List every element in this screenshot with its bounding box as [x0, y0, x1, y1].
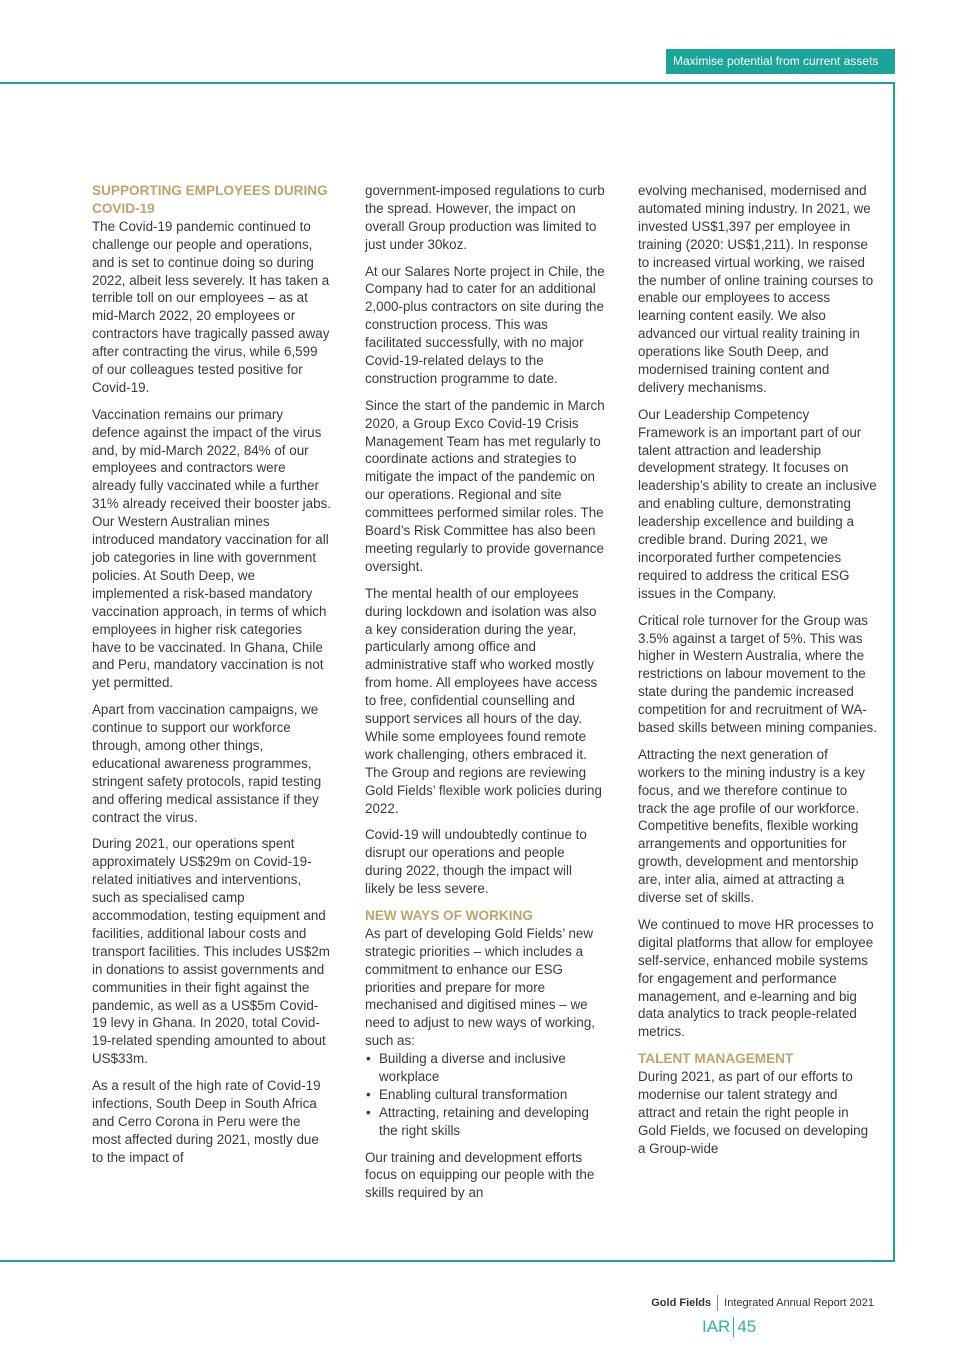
footer-report-name: Integrated Annual Report 2021 [724, 1297, 874, 1309]
footer-page-divider [733, 1317, 734, 1337]
paragraph: Our training and development efforts focus on equipping our people with the skills required by an [365, 1149, 595, 1201]
text-column-2 [365, 182, 605, 1211]
list-item: • Enabling cultural transformation [365, 1086, 605, 1104]
paragraph: As part of developing Gold Fields’ new strategic priorities – which includes a commitment to enhance our ESG priorities and prepare for more mechanised and digitised mines – we need to adjust to new ways of working, such as: [365, 925, 596, 1049]
paragraph: Since the start of the pandemic in March 2020, a Group Exco Covid-19 Crisis Management Team has met regularly to coordinate actions and strategies to mitigate the impact of the pandemic on our operations. Regional and site committees performed similar roles. The Board’s Risk Committee has also been meeting regularly to provide governance oversight. [365, 397, 605, 574]
text-column-1 [92, 182, 332, 1175]
paragraph: The Covid-19 pandemic continued to challenge our people and operations, and is set to continue doing so during 2022, albeit less severely. It has taken a terrible toll on our employees – as at mid-March 2022, 20 employees or contractors have tragically passed away after contracting the virus, while 6,599 of our colleagues tested positive for Covid-19. [92, 218, 330, 395]
section-heading: NEW WAYS OF WORKING [365, 907, 533, 923]
section-heading: TALENT MANAGEMENT [638, 1051, 794, 1067]
footer-report-title [651, 1295, 874, 1311]
footer-page-number [702, 1317, 756, 1337]
paragraph: The mental health of our employees during lockdown and isolation was also a key consideration during the year, particularly among office and administrative staff who worked mostly from home. All employees have access to free, confidential counselling and support services all hours of the day. While some employees found remote work challenging, others embraced it. The Group and regions are reviewing Gold Fields’ flexible work policies during 2022. [365, 585, 602, 816]
paragraph: As a result of the high rate of Covid-19 infections, South Deep in South Africa and Cerro Corona in Peru were the most affected during 2021, mostly due to the impact of [92, 1078, 321, 1165]
paragraph: Critical role turnover for the Group was 3.5% against a target of 5%. This was higher in Western Australia, where the restrictions on labour movement to the state during the pandemic increased competition for and recruitment of WA-based skills between mining companies. [638, 612, 877, 736]
bullet-list [365, 1050, 605, 1140]
section-tag: Maximise potential from current assets [666, 49, 895, 74]
paragraph: At our Salares Norte project in Chile, the Company had to cater for an additional 2,000-plus contractors on site during the construction process. This was facilitated successfully, with no major Covid-19-related delays to the construction programme to date. [365, 263, 605, 386]
paragraph: Apart from vaccination campaigns, we continue to support our workforce through, among other things, educational awareness programmes, stringent safety protocols, rapid testing and offering medical assistance if they contract the virus. [92, 702, 322, 825]
list-item: • Attracting, retaining and developing the right skills [365, 1104, 605, 1140]
footer-company: Gold Fields [651, 1297, 712, 1309]
paragraph: During 2021, our operations spent approximately US$29m on Covid-19-related initiatives and interventions, such as specialised camp accommodation, testing equipment and facilities, additional labour costs and transport facilities. This includes US$2m in donations to assist governments and communities in their fight against the pandemic, as well as a US$5m Covid-19 levy in Ghana. In 2020, total Covid-19-related spending amounted to about US$33m. [92, 836, 330, 1067]
list-item: • Building a diverse and inclusive workplace [365, 1050, 605, 1086]
paragraph: Our Leadership Competency Framework is an important part of our talent attraction and leadership development strategy. It focuses on leadership’s ability to create an inclusive and enabling culture, demonstrating leadership excellence and building a credible brand. During 2021, we incorporated further competencies required to address the critical ESG issues in the Company. [638, 406, 877, 601]
paragraph: During 2021, as part of our efforts to modernise our talent strategy and attract and retain the right people in Gold Fields, we focused on developing a Group-wide [638, 1069, 869, 1156]
page-number: 45 [737, 1317, 757, 1336]
text-column-3 [638, 182, 878, 1166]
paragraph: Attracting the next generation of workers to the mining industry is a key focus, and we therefore continue to track the age profile of our workforce. Competitive benefits, flexible working arrangements and opportunities for growth, development and mentorship are, inter alia, aimed at attracting a diverse set of skills. [638, 746, 865, 906]
section-heading: SUPPORTING EMPLOYEES DURING COVID-19 [92, 183, 328, 216]
paragraph: Vaccination remains our primary defence against the impact of the virus and, by mid-March 2022, 84% of our employees and contractors were already fully vaccinated while a further 31% already received their booster jabs. Our Western Australian mines introduced mandatory vaccination for all job categories in line with government policies. At South Deep, we implemented a risk-based mandatory vaccination approach, in terms of which employees in higher risk categories have to be vaccinated. In Ghana, Chile and Peru, mandatory vaccination is not yet permitted. [92, 406, 331, 691]
footer-divider [717, 1295, 718, 1311]
paragraph: Covid-19 will undoubtedly continue to disrupt our operations and people during 2022, though the impact will likely be less severe. [365, 827, 587, 897]
paragraph: evolving mechanised, modernised and automated mining industry. In 2021, we invested US$1,397 per employee in training (2020: US$1,211). In response to increased virtual working, we raised the number of online training courses to enable our employees to access learning content easily. We also advanced our virtual reality training in operations like South Deep, and modernised training content and delivery mechanisms. [638, 183, 874, 395]
paragraph: government-imposed regulations to curb the spread. However, the impact on overall Group production was limited to just under 30koz. [365, 183, 605, 252]
footer-iar-label: IAR [702, 1317, 731, 1336]
paragraph: We continued to move HR processes to digital platforms that allow for employee self-service, enhanced mobile systems for engagement and performance management, and e-learning and big data analytics to track people-related metrics. [638, 916, 874, 1040]
